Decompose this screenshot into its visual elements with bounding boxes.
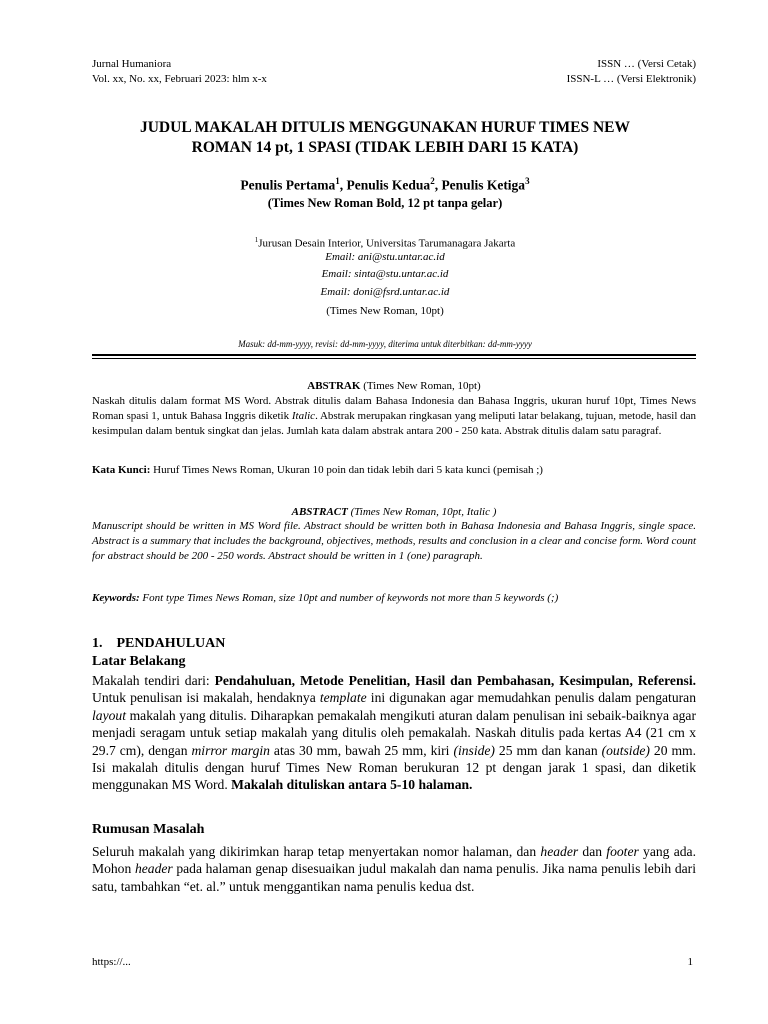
keywords — [92, 591, 696, 606]
kata-kunci-text: Huruf Times News Roman, Ukuran 10 poin dan tidak lebih dari 5 kata kunci (pemisah ;) — [150, 464, 543, 476]
p1-text-i: atas 30 mm, bawah 25 mm, kiri — [269, 742, 454, 758]
affiliation — [90, 233, 680, 252]
affiliation-sup: 1 — [254, 236, 259, 244]
abstrak-heading — [92, 379, 696, 394]
p1-text-m: 20 mm. Isi makalah ditulis dengan huruf Times New Roman berukuran 12 pt dengan jarak 1 spasi, dan diketik menggunakan MS Word. — [92, 742, 696, 793]
submission-dates: Masuk: dd-mm-yyyy, revisi: dd-mm-yyyy, diterima untuk diterbitkan: dd-mm-yyyy — [238, 339, 532, 349]
email-2: Email: sinta@stu.untar.ac.id — [321, 268, 449, 280]
p2-italic-header-2: header — [134, 861, 173, 877]
abstrak-heading-label: ABSTRAK — [307, 380, 361, 392]
p1-text-k: 25 mm dan kanan — [494, 742, 602, 758]
keywords-text: Font type Times News Roman, size 10pt and number of keywords not more than 5 keywords (;) — [139, 592, 559, 604]
author-3-sup: 3 — [525, 176, 530, 186]
keywords-label: Keywords: — [92, 592, 140, 604]
email-1: Email: ani@stu.untar.ac.id — [325, 251, 445, 263]
abstract-heading-label: ABSTRACT — [291, 506, 348, 518]
p1-text-g: makalah yang ditulis. Diharapkan pemakalah mengikuti aturan dalam penulisan ini sebaik-baiknya agar menjadi seragam untuk setiap makalah yang ditulis oleh pemakalah. Naskah ditulis pada kertas A4 (21 cm x 29.7 cm), dengan — [92, 707, 696, 758]
authors-font-note: (Times New Roman Bold, 12 pt tanpa gelar) — [267, 196, 503, 210]
authors-line — [90, 176, 680, 194]
paragraph-latar-belakang — [92, 672, 696, 794]
journal-name: Jurnal Humaniora — [92, 58, 172, 70]
affiliation-font-note: (Times New Roman, 10pt) — [326, 305, 444, 317]
p2-italic-footer: footer — [606, 844, 639, 859]
subheading-rumusan-masalah: Rumusan Masalah — [92, 822, 205, 837]
abstrak-text-italic: Italic — [291, 410, 316, 422]
kata-kunci-label: Kata Kunci: — [92, 464, 151, 476]
section-heading-pendahuluan: 1. PENDAHULUAN — [92, 636, 226, 651]
p1-italic-template: template — [319, 690, 367, 706]
affiliation-text: Jurusan Desain Interior, Universitas Tarumanagara Jakarta — [258, 237, 516, 250]
issn-print: ISSN … (Versi Cetak) — [597, 58, 696, 70]
p2-text-g: pada halaman genap disesuaikan judul makalah dan nama penulis. Jika nama penulis lebih dari satu, tambahkan “et. al.” untuk menggantikan nama penulis kedua dst. — [92, 861, 696, 894]
email-3: Email: doni@fsrd.untar.ac.id — [320, 286, 450, 298]
abstrak-text-part-1: Naskah ditulis dalam format MS Word. Abstrak ditulis dalam Bahasa Indonesia dan Bahasa Inggris, ukuran huruf 10pt, Times News Roman spasi 1, untuk Bahasa Inggris diketik — [92, 395, 696, 422]
p2-text-a: Seluruh makalah yang dikirimkan harap tetap menyertakan nomor halaman, dan — [92, 844, 541, 859]
journal-volume: Vol. xx, No. xx, Februari 2023: hlm x-x — [92, 73, 267, 85]
p2-text-e: yang ada. Mohon — [92, 844, 696, 877]
p1-italic-inside: (inside) — [453, 742, 495, 758]
p2-italic-header: header — [540, 844, 579, 859]
abstract-heading — [92, 505, 696, 520]
issn-online: ISSN-L … (Versi Elektronik) — [566, 73, 696, 85]
abstrak-text-part-2: . Abstrak merupakan ringkasan yang meliputi latar belakang, tujuan, metode, hasil dan kesimpulan dalam bentuk singkat dan jelas. Jumlah kata dalam abstrak antara 200 - 250 kata. Abstrak ditulis dalam satu paragraf. — [92, 410, 697, 437]
abstrak-heading-note: (Times New Roman, 10pt) — [360, 380, 481, 392]
abstract-text: Manuscript should be written in MS Word file. Abstract should be written both in Bahasa Indonesia and Bahasa Inggris, single space. Abstract is a summary that includes the background, objectives, methods, results and conclusion in a clear and concise form. Word count for abstract should be 200 - 250 words. Abstract should be written in 1 (one) paragraph. — [92, 520, 696, 562]
abstract-heading-note: (Times New Roman, 10pt, Italic ) — [347, 506, 497, 518]
p1-text-c: Untuk penulisan isi makalah, hendaknya — [92, 690, 320, 706]
page-number: 1 — [687, 956, 693, 968]
paper-title — [90, 118, 680, 158]
subheading-latar-belakang: Latar Belakang — [92, 654, 186, 669]
p2-text-c: dan — [578, 844, 607, 859]
divider-thin — [92, 358, 696, 359]
p1-bold-page-count: Makalah dituliskan antara 5-10 halaman. — [231, 777, 473, 793]
author-3: , Penulis Ketiga — [434, 177, 526, 193]
p1-text-e: ini digunakan agar memudahkan penulis dalam pengaturan — [366, 690, 696, 706]
author-2: , Penulis Kedua — [339, 177, 431, 193]
paragraph-rumusan-masalah — [92, 843, 696, 895]
author-2-sup: 2 — [430, 176, 435, 186]
p1-italic-layout: layout — [92, 707, 126, 723]
p1-bold-sections: Pendahuluan, Metode Penelitian, Hasil dan Pembahasan, Kesimpulan, Referensi. — [214, 673, 696, 688]
abstrak-text — [92, 394, 696, 439]
title-line-2: ROMAN 14 pt, 1 SPASI (TIDAK LEBIH DARI 15 KATA) — [191, 139, 579, 156]
title-line-1: JUDUL MAKALAH DITULIS MENGGUNAKAN HURUF TIMES NEW — [139, 119, 630, 136]
p1-text-a: Makalah tendiri dari: — [92, 673, 215, 688]
p1-italic-outside: (outside) — [601, 742, 650, 758]
author-1-sup: 1 — [335, 176, 340, 186]
divider-thick — [92, 354, 696, 356]
kata-kunci — [92, 463, 696, 478]
footer-url[interactable]: https://... — [92, 956, 131, 968]
p1-italic-mirror-margin: mirror margin — [191, 742, 270, 758]
author-1: Penulis Pertama — [240, 177, 336, 193]
